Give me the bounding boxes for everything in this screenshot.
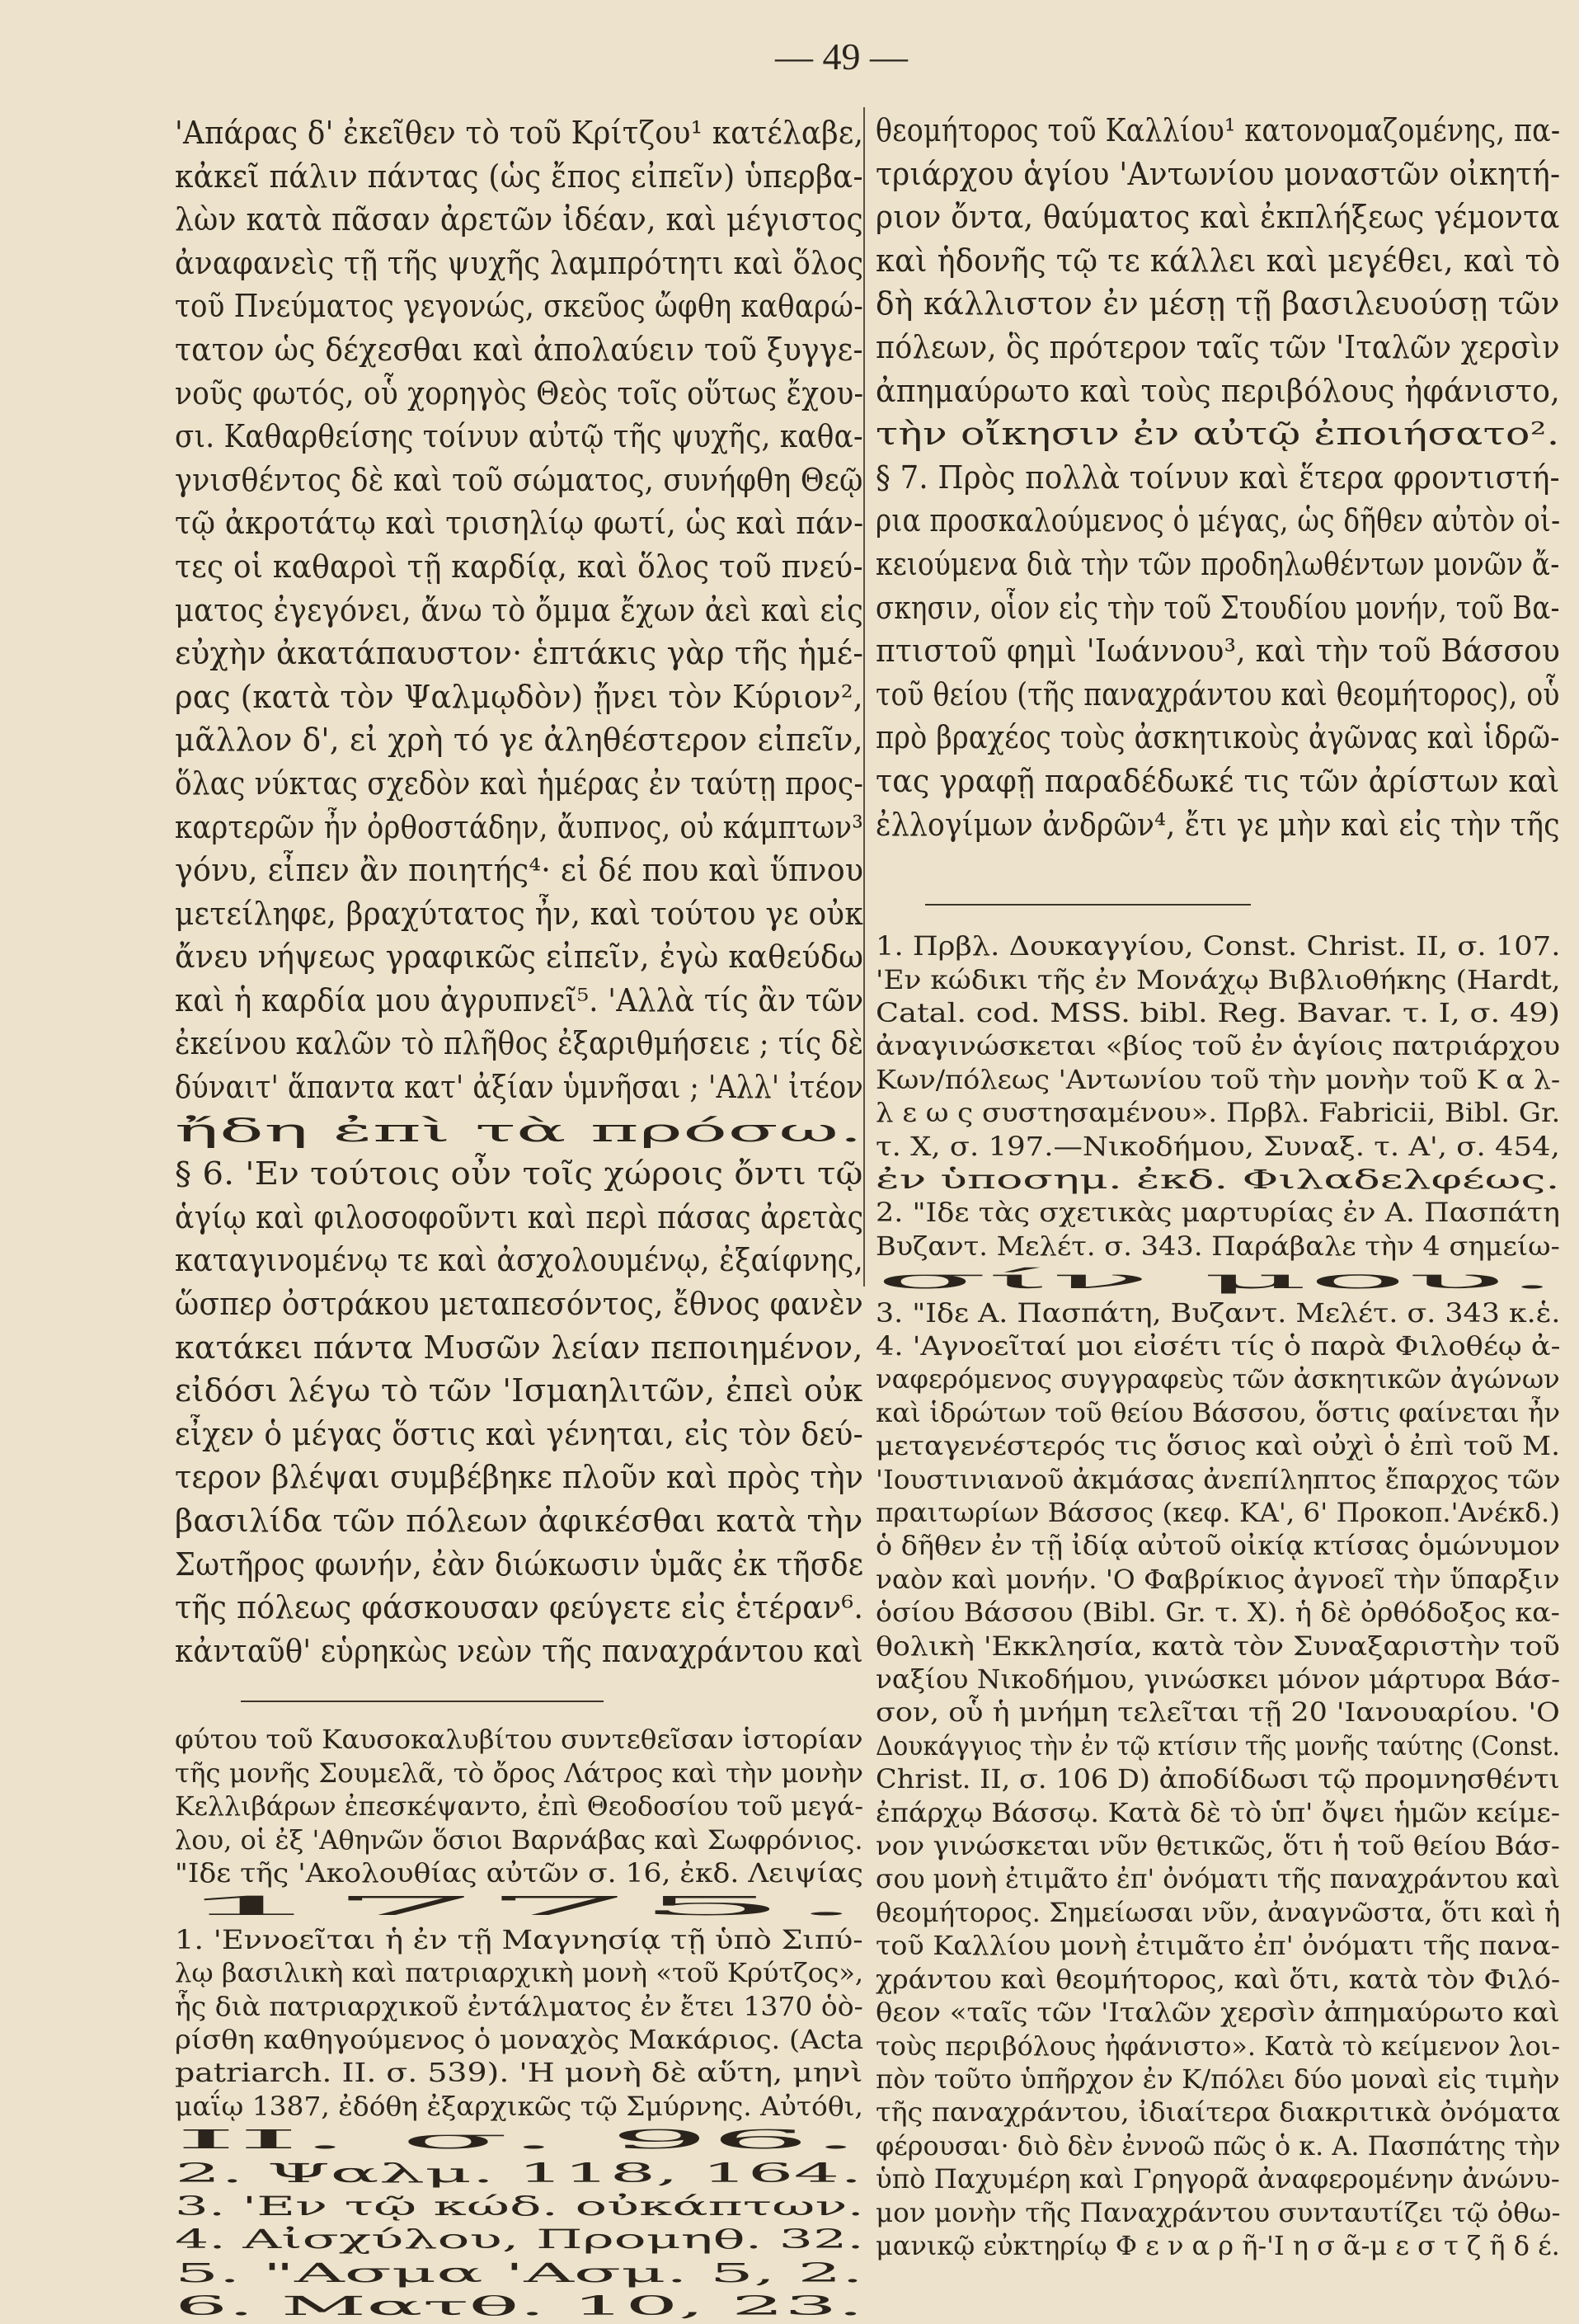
body-line: ρια προσκαλούμενος ὁ μέγας, ὡς δῆθεν αὐτὸν οἰ- <box>876 502 1561 539</box>
footnote-line: ἀναγινώσκεται «βίος τοῦ ἐν ἁγίοις πατριάρχου <box>876 1032 1561 1062</box>
footnote-line: II. σ. 96. <box>175 2125 862 2156</box>
body-line: κατάκει πάντα Μυσῶν λείαν πεποιημένον, <box>175 1329 863 1366</box>
footnote-line: ὑπὸ Παχυμέρη καὶ Γρηγορᾶ ἀναφερομένην ἀνώνυ- <box>876 2165 1560 2195</box>
body-line: σι. Καθαρθείσης τοίνυν αὐτῷ τῆς ψυχῆς, καθα- <box>175 418 863 455</box>
body-line: ἀπημαύρωτο καὶ τοὺς περιβόλους ἠφάνιστο, <box>876 372 1561 409</box>
footnote-line: 2. "Ιδε τὰς σχετικὰς μαρτυρίας ἐν Α. Πασπάτη <box>876 1198 1560 1229</box>
body-line: τὴν οἴκησιν ἐν αὐτῷ ἐποιήσατο². <box>876 416 1560 453</box>
footnote-line: μαΐῳ 1387, ἐδόθη ἐξαρχικῶς τῷ Σμύρνης. Αὐτόθι, <box>175 2091 863 2122</box>
footnote-line: φέρουσαι· διὸ δὲν ἐννοῶ πῶς ὁ κ. Α. Πασπάτης τὴν <box>876 2131 1561 2162</box>
body-line: δύναιτ' ἅπαντα κατ' ἀξίαν ὑμνῆσαι ; 'Αλλ' ἰτέον <box>175 1069 864 1106</box>
body-line: ἄνευ νήψεως γραφικῶς εἰπεῖν, ἐγὼ καθεύδω <box>175 939 864 976</box>
footnote-line: λ ε ω ς συστησαμένου». Πρβλ. Fabricii, Bibl. Gr. <box>876 1098 1561 1129</box>
footnote-separator-right <box>925 904 1251 906</box>
body-line: τατον ὡς δέχεσθαι καὶ ἀπολαύειν τοῦ ξυγγε- <box>175 331 863 368</box>
footnote-line: ναφερόμενος συγγραφεὺς τῶν ἀσκητικῶν ἀγώνων <box>876 1365 1560 1395</box>
footnote-line: τῆς παναχράντου, ἰδιαίτερα διακριτικὰ ὀνόματα <box>876 2098 1561 2129</box>
body-line: Σωτῆρος φωνήν, ἐὰν διώκωσιν ὑμᾶς ἐκ τῆσδε <box>175 1545 864 1583</box>
footnote-line: 'Εν κώδικι τῆς ἐν Μονάχῳ Βιβλιοθήκης (Hardt, <box>876 965 1561 995</box>
footnote-line: ρίσθη καθηγούμενος ὁ μοναχὸς Μακάριος. (Acta <box>175 2025 864 2056</box>
page-number: — 49 — <box>775 35 908 78</box>
body-line: § 6. 'Εν τούτοις οὖν τοῖς χώροις ὄντι τῷ <box>175 1155 863 1193</box>
body-line: δὴ κάλλιστον ἐν μέσῃ τῇ βασιλευούσῃ τῶν <box>876 285 1560 322</box>
footnote-line: τ. X, σ. 197.—Νικοδήμου, Συναξ. τ. Α', σ. 454, <box>876 1131 1560 1162</box>
body-line: ὥσπερ ὀστράκου μεταπεσόντος, ἔθνος φανὲν <box>175 1286 864 1323</box>
footnote-line: patriarch. II. σ. 539). 'Η μονὴ δὲ αὕτη, μηνὶ <box>175 2058 863 2089</box>
footnote-line: 5. "Ασμα 'Ασμ. 5, 2. <box>175 2258 864 2289</box>
body-line: καὶ ἡδονῆς τῷ τε κάλλει καὶ μεγέθει, καὶ τὸ <box>876 242 1561 279</box>
footnote-line: 1. 'Εννοεῖται ἡ ἐν τῇ Μαγνησίᾳ τῇ ὑπὸ Σιπύ- <box>175 1925 863 1955</box>
body-line: πόλεων, ὃς πρότερον ταῖς τῶν 'Ιταλῶν χερσὶν <box>876 328 1560 365</box>
body-line: τας γραφῇ παραδέδωκέ τις τῶν ἀρίστων καὶ <box>876 762 1560 799</box>
body-line: νοῦς φωτός, οὗ χορηγὸς Θεὸς τοῖς οὕτως ἔχου- <box>175 374 864 412</box>
body-line: τοῦ Πνεύματος γεγονώς, σκεῦος ὤφθη καθαρώ- <box>175 288 863 325</box>
body-line: γνισθέντος δὲ καὶ τοῦ σώματος, συνήφθη Θεῷ <box>175 461 863 498</box>
body-line: τριάρχου ἁγίου 'Αντωνίου μοναστῶν οἰκητή- <box>876 155 1561 192</box>
footnote-line: 4. Αἰσχύλου, Προμηθ. 32. <box>175 2225 864 2256</box>
body-line: καὶ ἡ καρδία μου ἀγρυπνεῖ⁵. 'Αλλὰ τίς ἂν τῶν <box>175 981 864 1019</box>
body-line: τῆς πόλεως φάσκουσαν φεύγετε εἰς ἑτέραν⁶. <box>175 1589 864 1626</box>
left-column <box>175 111 863 2324</box>
body-line: κειούμενα διὰ τὴν τῶν προδηλωθέντων μονῶν ἄ- <box>876 545 1560 582</box>
body-line: εἶχεν ὁ μέγας ὅστις καὶ γένηται, εἰς τὸν δεύ- <box>175 1415 864 1452</box>
footnote-separator-left <box>241 1701 604 1702</box>
left-body-text <box>175 111 863 1672</box>
footnote-line: 4. 'Αγνοεῖταί μοι εἰσέτι τίς ὁ παρὰ Φιλοθέῳ ἀ- <box>876 1331 1561 1362</box>
footnote-line: 6. Ματθ. 10, 23. <box>175 2292 864 2322</box>
body-line: ἁγίῳ καὶ φιλοσοφοῦντι καὶ περὶ πάσας ἀρετὰς <box>175 1198 864 1235</box>
footnote-line: ἐπάρχῳ Βάσσῳ. Κατὰ δὲ τὸ ὑπ' ὄψει ἡμῶν κείμε- <box>876 1798 1560 1828</box>
footnote-line: τοὺς περιβόλους ἠφάνιστο». Κατὰ τὸ κείμενον λοι- <box>876 2031 1561 2062</box>
body-line: πρὸ βραχέος τοὺς ἀσκητικοὺς ἀγῶνας καὶ ἱδρῶ- <box>876 719 1560 756</box>
footnote-line: 3. 'Εν τῷ κώδ. οὐκάπτων. <box>175 2192 864 2223</box>
footnote-line: λου, οἱ ἐξ 'Αθηνῶν ὅσιοι Βαρνάβας καὶ Σωφρόνιος. <box>175 1825 863 1856</box>
footnote-line: πὸν τοῦτο ὑπῆρχον ἐν Κ/πόλει δύο μοναὶ εἰς τιμὴν <box>876 2064 1560 2095</box>
body-line: μᾶλλον δ', εἰ χρὴ τό γε ἀληθέστερον εἰπεῖν, <box>175 722 863 759</box>
footnote-line: τοῦ Καλλίου μονὴ ἐτιμᾶτο ἐπ' ὀνόματι τῆς πανα- <box>876 1931 1560 1962</box>
body-line: πτιστοῦ φημὶ 'Ιωάννου³, καὶ τὴν τοῦ Βάσσου <box>876 633 1561 670</box>
body-line: καρτερῶν ἦν ὀρθοστάδην, ἄυπνος, οὐ κάμπτων³ <box>175 808 864 845</box>
right-column <box>876 109 1560 2263</box>
body-line: γόνυ, εἶπεν ἂν ποιητής⁴· εἰ δέ που καὶ ὕπνου <box>175 852 864 889</box>
footnote-line: 2. Ψαλμ. 118, 164. <box>175 2158 863 2189</box>
footnote-line: θεομήτορος. Σημείωσαι νῦν, ἀναγνῶστα, ὅτι καὶ ἡ <box>876 1898 1561 1928</box>
footnote-line: "Ιδε τῆς 'Ακολουθίας αὐτῶν σ. 16, ἐκδ. Λειψίας <box>175 1859 863 1889</box>
body-line: θεομήτορος τοῦ Καλλίου¹ κατονομαζομένης, πα- <box>876 112 1561 148</box>
body-line: τερον βλέψαι συμβέβηκε πλοῦν καὶ πρὸς τὴν <box>175 1459 864 1496</box>
footnote-line: 'Ιουστινιανοῦ ἀκμάσας ἀνεπίληπτος ἔπαρχος τῶν <box>876 1465 1561 1495</box>
footnote-line: καὶ ἱδρώτων τοῦ θείου Βάσσου, ὅστις φαίνεται ἦν <box>876 1398 1561 1428</box>
body-line: μετείληφε, βραχύτατος ἦν, καὶ τούτου γε οὐκ <box>175 895 863 932</box>
body-line: εἰδόσι λέγω τὸ τῶν 'Ισμαηλιτῶν, ἐπεὶ οὐκ <box>175 1372 863 1409</box>
footnote-line: Βυζαντ. Μελέτ. σ. 343. Παράβαλε τὴν 4 σημείω- <box>876 1231 1560 1262</box>
footnote-line: ἧς διὰ πατριαρχικοῦ ἐντάλματος ἐν ἔτει 1370 ὁὸ- <box>175 1992 863 2022</box>
body-line: § 7. Πρὸς πολλὰ τοίνυν καὶ ἕτερα φροντιστή- <box>876 459 1560 496</box>
body-line: βασιλίδα τῶν πόλεων ἀφικέσθαι κατὰ τὴν <box>175 1503 863 1539</box>
body-line: σκησιν, οἷον εἰς τὴν τοῦ Στουδίου μονήν, τοῦ Βα- <box>876 589 1560 626</box>
footnote-line: 1. Πρβλ. Δουκαγγίου, Const. Christ. II, σ. 107. <box>876 932 1561 962</box>
footnote-line: ναξίου Νικοδήμου, γινώσκει μόνον μάρτυρα Βάσ- <box>876 1665 1561 1696</box>
footnote-line: λῳ βασιλικὴ καὶ πατριαρχικὴ μονὴ «τοῦ Κρύτζος», <box>175 1959 864 1989</box>
footnote-line: σον, οὗ ἡ μνήμη τελεῖται τῇ 20 'Ιανουαρίου. 'Ο <box>876 1698 1560 1729</box>
footnote-line: Κων/πόλεως 'Αντωνίου τοῦ τὴν μονὴν τοῦ Κ α λ- <box>876 1065 1561 1095</box>
body-line: ὅλας νύκτας σχεδὸν καὶ ἡμέρας ἐν ταύτῃ προς- <box>175 764 864 802</box>
body-line: ματος ἐγεγόνει, ἄνω τὸ ὄμμα ἔχων ἀεὶ καὶ εἰς <box>175 591 864 628</box>
footnote-line: σίν μου. <box>876 1265 1558 1296</box>
body-line: 'Απάρας δ' ἐκεῖθεν τὸ τοῦ Κρίτζου¹ κατέλαβε, <box>175 115 864 151</box>
left-footnotes <box>175 1724 863 2323</box>
footnote-line: 1775. <box>175 1892 865 1922</box>
footnote-line: 3. "Ιδε Α. Πασπάτη, Βυζαντ. Μελέτ. σ. 343 κ.ἑ. <box>876 1298 1561 1329</box>
footnote-line: θεον «ταῖς τῶν 'Ιταλῶν χερσὶν ἀπημαύρωτο καὶ <box>876 1998 1560 2029</box>
footnote-line: φύτου τοῦ Καυσοκαλυβίτου συντεθεῖσαν ἱστορίαν <box>175 1725 863 1756</box>
footnote-line: θολικὴ 'Εκκλησία, κατὰ τὸν Συναξαριστὴν τοῦ <box>876 1631 1560 1662</box>
footnote-line: νον γινώσκεται νῦν θετικῶς, ὅτι ἡ τοῦ θείου Βάσ- <box>876 1832 1560 1862</box>
body-line: κἀκεῖ πάλιν πάντας (ὡς ἔπος εἰπεῖν) ὑπερβα- <box>175 158 863 195</box>
body-line: ἐκείνου καλῶν τὸ πλῆθος ἐξαριθμήσειε ; τίς δὲ <box>175 1025 864 1062</box>
footnote-line: ὁ δῆθεν ἐν τῇ ἰδίᾳ αὐτοῦ οἰκίᾳ κτίσας ὁμώνυμον <box>876 1531 1561 1562</box>
body-line: καταγινομένῳ τε καὶ ἀσχολουμένῳ, ἐξαίφνης, <box>175 1242 863 1279</box>
footnote-line: σου μονὴ ἐτιμᾶτο ἐπ' ὀνόματι τῆς παναχράντου καὶ <box>876 1865 1561 1895</box>
body-line: εὐχὴν ἀκατάπαυστον· ἑπτάκις γὰρ τῆς ἡμέ- <box>175 635 864 672</box>
footnote-line: Κελλιβάρων ἐπεσκέψαντο, ἐπὶ Θεοδοσίου τοῦ μεγά- <box>175 1792 864 1823</box>
footnote-line: Catal. cod. MSS. bibl. Reg. Bavar. τ. I, σ. 49) <box>876 998 1560 1028</box>
body-line: τες οἱ καθαροὶ τῇ καρδίᾳ, καὶ ὅλος τοῦ πνεύ- <box>175 548 863 585</box>
footnote-line: χράντου καὶ θεομήτορος, καὶ ὅτι, κατὰ τὸν Φιλό- <box>876 1964 1561 1995</box>
body-line: ἐλλογίμων ἀνδρῶν⁴, ἔτι γε μὴν καὶ εἰς τὴν τῆς <box>876 806 1560 843</box>
body-line: ρας (κατὰ τὸν Ψαλμῳδὸν) ᾔνει τὸν Κύριον², <box>175 678 863 715</box>
footnote-line: ναὸν καὶ μονήν. 'Ο Φαβρίκιος ἀγνοεῖ τὴν ὕπαρξιν <box>876 1564 1560 1595</box>
body-line: κἀνταῦθ' εὑρηκὼς νεὼν τῆς παναχράντου καὶ <box>175 1632 864 1669</box>
right-footnotes <box>876 930 1560 2263</box>
footnote-line: πραιτωρίων Βάσσος (κεφ. ΚΑ', 6' Προκοπ.'Ανέκδ.) <box>876 1498 1560 1528</box>
body-line: τῷ ἀκροτάτῳ καὶ τρισηλίῳ φωτί, ὡς καὶ πάν- <box>175 505 864 542</box>
footnote-line: ὁσίου Βάσσου (Bibl. Gr. τ. X). ἡ δὲ ὀρθόδοξος κα- <box>876 1598 1560 1629</box>
right-body-text <box>876 109 1560 846</box>
footnote-line: τῆς μονῆς Σουμελᾶ, τὸ ὄρος Λάτρος καὶ τὴν μονὴν <box>175 1758 864 1789</box>
column-divider <box>863 107 865 1287</box>
body-line: ριον ὄντα, θαύματος καὶ ἐκπλήξεως γέμοντα <box>876 199 1560 236</box>
body-line: τοῦ θείου (τῆς παναχράντου καὶ θεομήτορος), οὗ <box>876 675 1560 713</box>
footnote-line: Christ. II, σ. 106 D) ἀποδίδωσι τῷ προμνησθέντι <box>876 1765 1560 1795</box>
footnote-line: Δουκάγγιος τὴν ἐν τῷ κτίσιν τῆς μονῆς ταύτης (Const. <box>876 1731 1560 1762</box>
footnote-line: ἐν ὑποσημ. ἐκδ. Φιλαδελφέως. <box>876 1164 1560 1195</box>
body-line: ἤδη ἐπὶ τὰ πρόσω. <box>175 1112 863 1149</box>
footnote-line: μεταγενέστερός τις ὅσιος καὶ οὐχὶ ὁ ἐπὶ τοῦ Μ. <box>876 1432 1561 1462</box>
body-line: λὼν κατὰ πᾶσαν ἀρετῶν ἰδέαν, καὶ μέγιστος <box>175 201 863 238</box>
body-line: ἀναφανεὶς τῇ τῆς ψυχῆς λαμπρότητι καὶ ὅλος <box>175 244 864 281</box>
footnote-line: μανικῷ εὐκτηρίῳ Φ ε ν α ρ ῆ-'Ι η σ ᾶ-μ ε σ τ ζ ῆ δ έ. <box>876 2231 1560 2261</box>
footnote-line: μον μονὴν τῆς Παναχράντου συνταυτίζει τῷ ὀθω- <box>876 2198 1561 2228</box>
